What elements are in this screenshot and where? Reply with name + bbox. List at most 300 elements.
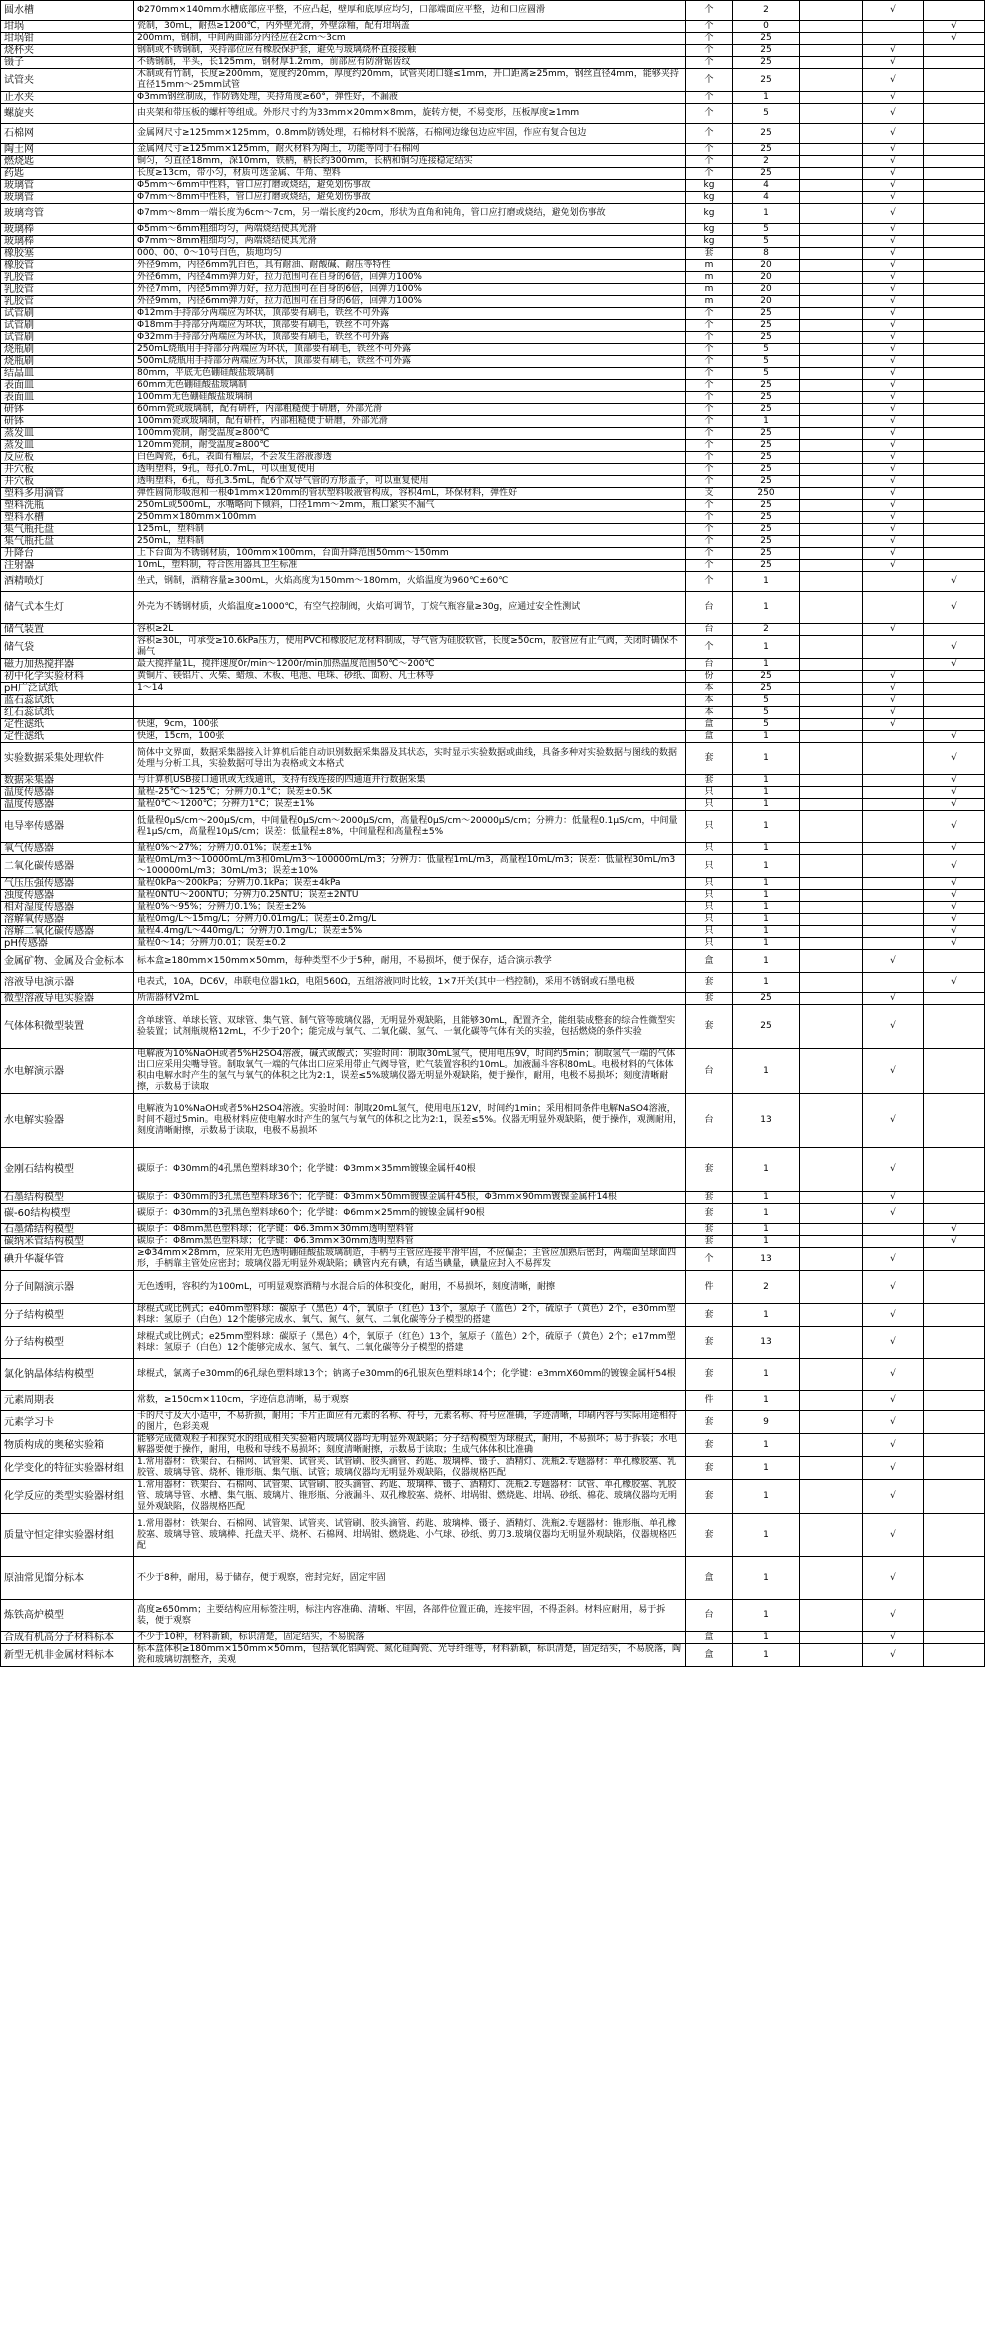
check-a: √ [863,1304,924,1327]
table-row [1,168,985,180]
item-qty: 1 [733,1391,800,1411]
item-name: 镊子 [1,57,134,69]
item-name: 石墨结构模型 [1,1192,134,1204]
item-name: 注射器 [1,560,134,572]
blank-cell [800,272,863,284]
check-a: √ [863,380,924,392]
check-a: √ [863,392,924,404]
item-name: 质量守恒定律实验器材组 [1,1514,134,1557]
table-row [1,683,985,695]
blank-cell [800,799,863,811]
item-unit: 个 [686,92,733,104]
item-unit: 个 [686,332,733,344]
item-unit: 只 [686,843,733,855]
blank-cell [800,368,863,380]
item-spec: 碳原子：Φ30mm的3孔黑色塑料球36个；化学键：Φ3mm×50mm镀镍金属杆45根，Φ3mm×90mm镀镍金属杆14根 [134,1192,686,1204]
table-row [1,500,985,512]
check-b: √ [924,926,985,938]
item-name: pH广泛试纸 [1,683,134,695]
table-row [1,440,985,452]
check-a: √ [863,124,924,144]
item-name: 碳-60结构模型 [1,1204,134,1224]
item-name: 烧瓶刷 [1,344,134,356]
item-unit: 个 [686,404,733,416]
check-b [924,272,985,284]
check-a: √ [863,1271,924,1304]
item-spec: 碳原子：Φ30mm的4孔黑色塑料球30个；化学键：Φ3mm×35mm镀镍金属杆40根 [134,1148,686,1192]
table-row [1,624,985,636]
check-b [924,156,985,168]
check-b: √ [924,33,985,45]
check-a: √ [863,536,924,548]
item-unit: 个 [686,524,733,536]
item-name: 水电解实验器 [1,1094,134,1148]
blank-cell [800,33,863,45]
item-spec: 容积≥2L [134,624,686,636]
item-unit: 只 [686,787,733,799]
item-unit: 套 [686,1434,733,1457]
item-name: 相对湿度传感器 [1,902,134,914]
table-row [1,320,985,332]
blank-cell [800,260,863,272]
table-row [1,695,985,707]
table-row [1,1359,985,1391]
check-a: √ [863,236,924,248]
item-qty: 1 [733,204,800,224]
table-row [1,855,985,878]
item-qty: 5 [733,719,800,731]
item-unit: 盒 [686,719,733,731]
table-row [1,843,985,855]
item-name: 表面皿 [1,380,134,392]
item-name: 气体体积微型装置 [1,1005,134,1049]
check-b: √ [924,775,985,787]
item-spec: 快速，9cm，100张 [134,719,686,731]
blank-cell [800,993,863,1005]
table-row [1,1644,985,1667]
check-b [924,1644,985,1667]
table-row [1,156,985,168]
item-unit: 台 [686,624,733,636]
item-name: 氯化钠晶体结构模型 [1,1359,134,1391]
item-qty: 25 [733,500,800,512]
item-name: 储气袋 [1,636,134,659]
check-b [924,671,985,683]
item-name: pH传感器 [1,938,134,950]
item-name: 炼铁高炉模型 [1,1600,134,1632]
item-unit: 只 [686,938,733,950]
item-spec: 量程0～14；分辨力0.01；误差±0.2 [134,938,686,950]
item-unit: m [686,260,733,272]
check-a: √ [863,695,924,707]
item-qty: 25 [733,512,800,524]
item-name: 烧瓶刷 [1,356,134,368]
item-qty: 1 [733,787,800,799]
item-qty: 25 [733,392,800,404]
check-b: √ [924,572,985,592]
blank-cell [800,404,863,416]
check-b [924,1148,985,1192]
item-spec: 250mL，塑料制 [134,536,686,548]
blank-cell [800,180,863,192]
item-spec: 外径9mm，内径6mm弹力好，拉力范围可在自身的6倍，回弹力100% [134,296,686,308]
item-unit: 个 [686,69,733,92]
item-name: 温度传感器 [1,787,134,799]
item-spec: 250mL或500mL，水嘴略向下倾斜，口径1mm～2mm，瓶口紧实不漏气 [134,500,686,512]
item-unit: 套 [686,1204,733,1224]
blank-cell [800,192,863,204]
item-qty: 0 [733,21,800,33]
item-name: 金刚石结构模型 [1,1148,134,1192]
check-b [924,260,985,272]
check-a: √ [863,404,924,416]
item-spec: 80mm，平底无色硼硅酸盐玻璃制 [134,368,686,380]
check-b [924,45,985,57]
item-unit: 台 [686,1094,733,1148]
check-b [924,1304,985,1327]
item-name: 玻璃棒 [1,236,134,248]
item-qty: 25 [733,560,800,572]
check-b [924,695,985,707]
item-name: 集气瓶托盘 [1,536,134,548]
table-row [1,33,985,45]
check-b [924,368,985,380]
check-a [863,787,924,799]
check-b [924,416,985,428]
item-unit: m [686,272,733,284]
item-spec: 碳原子：Φ8mm黑色塑料球；化学键：Φ6.3mm×30mm透明塑料管 [134,1224,686,1236]
blank-cell [800,695,863,707]
item-qty: 8 [733,248,800,260]
table-row [1,356,985,368]
item-qty: 5 [733,707,800,719]
item-spec: 高度≥650mm；主要结构应用标签注明，标注内容准确、清晰、牢固，各部件位置正确，连接牢固，不得歪斜。材料应耐用，易于拆装，便于观察 [134,1600,686,1632]
check-b [924,1557,985,1600]
table-row [1,811,985,843]
item-name: 蓝石蕊试纸 [1,695,134,707]
table-row [1,536,985,548]
check-a [863,811,924,843]
item-spec: 500mL烧瓶用手持部分两端应为环状，顶部要有刷毛，铁丝不可外露 [134,356,686,368]
table-row [1,592,985,624]
table-row [1,799,985,811]
item-name: 塑料洗瓶 [1,500,134,512]
check-a [863,878,924,890]
check-a: √ [863,950,924,973]
item-name: 研钵 [1,416,134,428]
blank-cell [800,57,863,69]
check-b [924,1005,985,1049]
item-unit: 个 [686,548,733,560]
item-qty: 1 [733,636,800,659]
blank-cell [800,572,863,592]
check-b [924,168,985,180]
blank-cell [800,452,863,464]
table-row [1,204,985,224]
check-a: √ [863,156,924,168]
check-b [924,92,985,104]
table-row [1,1224,985,1236]
table-row [1,1271,985,1304]
blank-cell [800,592,863,624]
blank-cell [800,440,863,452]
blank-cell [800,1434,863,1457]
item-qty: 5 [733,356,800,368]
item-unit: kg [686,224,733,236]
item-spec: 碳原子：Φ30mm的3孔黑色塑料球60个；化学键：Φ6mm×25mm的镀镍金属杆90根 [134,1204,686,1224]
item-spec: 常数，≥150cm×110cm，字迹信息清晰，易于观察 [134,1391,686,1411]
table-row [1,104,985,124]
table-row [1,993,985,1005]
check-b [924,1600,985,1632]
item-unit: m [686,296,733,308]
table-row [1,428,985,440]
blank-cell [800,624,863,636]
check-b: √ [924,914,985,926]
check-a: √ [863,368,924,380]
item-qty: 1 [733,572,800,592]
item-spec: 能够完成微观粒子和探究水的组成相关实验箱内玻璃仪器均无明显外观缺陷；分子结构模型为球棍式，耐用，不易损坏；易于拆装；水电解器要便于操作，耐用，电极和导线不易损坏；刻度清晰耐擦，示数易于读取；生成气体体积比准确 [134,1434,686,1457]
item-unit: 个 [686,104,733,124]
check-a: √ [863,1049,924,1094]
check-b [924,1434,985,1457]
check-a [863,572,924,592]
check-b [924,180,985,192]
check-a [863,843,924,855]
check-b: √ [924,1236,985,1248]
item-qty: 1 [733,659,800,671]
check-a: √ [863,1005,924,1049]
blank-cell [800,236,863,248]
table-row [1,1304,985,1327]
item-unit: 个 [686,308,733,320]
item-name: 坩埚 [1,21,134,33]
item-name: 溶解氧传感器 [1,914,134,926]
blank-cell [800,1049,863,1094]
blank-cell [800,1480,863,1514]
item-name: 气压压强传感器 [1,878,134,890]
item-spec: 黄铜片、镁铝片、火柴、蜡烛、木板、电池、电珠、砂纸、面粉、凡士林等 [134,671,686,683]
check-a: √ [863,92,924,104]
item-spec: 上下台面为不锈钢材质，100mm×100mm，台面升降范围50mm～150mm [134,548,686,560]
check-a: √ [863,416,924,428]
item-qty: 2 [733,1,800,21]
check-a [863,1236,924,1248]
item-spec: 1.常用器材：铁架台、石棉网、试管架、试管刷、胶头滴管、药匙、玻璃棒、镊子、酒精灯、洗瓶2.专题器材：试管、单孔橡胶塞、乳胶管、玻璃导管、水槽、集气瓶、玻璃片、锥形瓶、分液漏斗、双孔橡胶塞、烧杯、坩埚钳、燃烧匙、坩埚、砂纸、棉花、玻璃仪器均无明显外观缺陷，仪器规格匹配 [134,1480,686,1514]
check-b [924,452,985,464]
blank-cell [800,1644,863,1667]
blank-cell [800,548,863,560]
item-name: 玻璃弯管 [1,204,134,224]
item-qty: 1 [733,1192,800,1204]
blank-cell [800,144,863,156]
item-name: 燃烧匙 [1,156,134,168]
item-spec: 250mm×180mm×100mm [134,512,686,524]
check-b [924,284,985,296]
table-row [1,1457,985,1480]
check-b [924,548,985,560]
item-name: 陶土网 [1,144,134,156]
item-unit: 套 [686,1327,733,1359]
item-qty: 20 [733,260,800,272]
item-name: 化学反应的类型实验器材组 [1,1480,134,1514]
item-qty: 1 [733,799,800,811]
item-name: 井穴板 [1,464,134,476]
item-spec [134,695,686,707]
check-a [863,731,924,743]
check-b [924,392,985,404]
item-name: 碘升华凝华管 [1,1248,134,1271]
check-b [924,1271,985,1304]
item-name: 圆水槽 [1,1,134,21]
table-row [1,1514,985,1557]
item-qty: 1 [733,902,800,914]
item-qty: 1 [733,926,800,938]
check-a [863,33,924,45]
check-b [924,1411,985,1434]
blank-cell [800,1304,863,1327]
item-spec: 球棍式或比例式；e40mm塑料球：碳原子（黑色）4个，氧原子（红色）13个，氢原子（蓝色）2个，硫原子（黄色）2个，e30mm塑料球：氢原子（白色）12个能够完成水、氧气、氮气、氨气、二氧化碳等分子模型的搭建 [134,1304,686,1327]
item-unit: 个 [686,33,733,45]
check-a: √ [863,1514,924,1557]
blank-cell [800,1224,863,1236]
item-qty: 1 [733,1480,800,1514]
blank-cell [800,636,863,659]
blank-cell [800,855,863,878]
item-qty: 1 [733,843,800,855]
item-name: 表面皿 [1,392,134,404]
check-a: √ [863,1192,924,1204]
item-spec: 125mL，塑料制 [134,524,686,536]
item-qty: 20 [733,284,800,296]
item-unit: 个 [686,392,733,404]
item-unit: 个 [686,476,733,488]
item-spec: 标本盒体积≥180mm×150mm×50mm，包括氧化铝陶瓷、氮化硅陶瓷、光导纤维等，材料新颖，标识清楚，固定结实，不易脱落，陶瓷和玻璃切割整齐，美观 [134,1644,686,1667]
item-unit: 只 [686,926,733,938]
item-name: 研钵 [1,404,134,416]
blank-cell [800,104,863,124]
item-name: 玻璃管 [1,180,134,192]
item-qty: 5 [733,224,800,236]
table-row [1,452,985,464]
item-name: 止水夹 [1,92,134,104]
item-unit: 只 [686,878,733,890]
item-qty: 5 [733,695,800,707]
item-spec: 金属网尺寸≥125mm×125mm，0.8mm防锈处理，石棉材料不脱落，石棉网边缘包边应牢固，作应有复合包边 [134,124,686,144]
check-b [924,500,985,512]
check-b [924,719,985,731]
table-row [1,1094,985,1148]
item-spec: 外径7mm，内径5mm弹力好，拉力范围可在自身的6倍，回弹力100% [134,284,686,296]
check-a [863,902,924,914]
check-a: √ [863,1480,924,1514]
check-a: √ [863,1411,924,1434]
table-row [1,1557,985,1600]
check-b [924,1204,985,1224]
item-unit: 只 [686,914,733,926]
check-a: √ [863,500,924,512]
blank-cell [800,1411,863,1434]
item-name: 乳胶管 [1,272,134,284]
item-qty: 25 [733,320,800,332]
item-name: 橡胶塞 [1,248,134,260]
item-name: 储气式本生灯 [1,592,134,624]
item-qty: 25 [733,168,800,180]
blank-cell [800,524,863,536]
item-qty: 25 [733,332,800,344]
check-b [924,950,985,973]
check-b [924,1359,985,1391]
blank-cell [800,1359,863,1391]
item-name: 升降台 [1,548,134,560]
check-a [863,926,924,938]
item-spec: 长度≥13cm，带小匀，材质可选金属、牛角、塑料 [134,168,686,180]
item-unit: 盒 [686,1644,733,1667]
item-spec: ≥Φ34mm×28mm，应采用无色透明硼硅酸盐玻璃制造，手柄与主管应连接平滑牢固，不应偏歪；主管应加熟后密封，两端面呈球面四形，手柄靠主管处应密封；玻璃仪器无明显外观缺陷；碘管内充有碘，有适当碘量，碘量应封入不易挥发 [134,1248,686,1271]
table-row [1,416,985,428]
check-b [924,428,985,440]
item-name: 分子间隔演示器 [1,1271,134,1304]
check-b [924,524,985,536]
item-spec: Φ7mm～8mm一端长度为6cm～7cm，另一端长度约20cm，形状为直角和钝角，管口应打磨或烧结，避免划伤事故 [134,204,686,224]
check-a: √ [863,476,924,488]
check-b: √ [924,731,985,743]
item-spec: 量程4.4mg/L～440mg/L；分辨力0.1mg/L；误差±5% [134,926,686,938]
item-qty: 25 [733,536,800,548]
item-spec: 球棍式，氯离子e30mm的6孔绿色塑料球13个；钠离子e30mm的6孔银灰色塑料球14个；化学键：e3mmX60mm的镀镍金属杆54根 [134,1359,686,1391]
item-spec: 卡的尺寸及大小适中，不易折损，耐用；卡片正面应有元素的名称、符号，元素名称、符号应准确，字迹清晰，印刷内容与实际用途相符的图片，色彩美观 [134,1411,686,1434]
blank-cell [800,1248,863,1271]
table-row [1,124,985,144]
item-qty: 25 [733,1005,800,1049]
table-row [1,144,985,156]
item-qty: 4 [733,192,800,204]
item-name: 试管刷 [1,308,134,320]
item-spec: 与计算机USB接口通讯或无线通讯，支持有线连接的四通道并行数据采集 [134,775,686,787]
item-unit: 个 [686,156,733,168]
item-name: 微型溶液导电实验器 [1,993,134,1005]
item-spec: 坐式，钢制，酒精容量≥300mL，火焰高度为150mm～180mm，火焰温度为960℃±60℃ [134,572,686,592]
item-unit: 套 [686,1480,733,1514]
table-row [1,488,985,500]
check-b [924,1632,985,1644]
check-b: √ [924,787,985,799]
blank-cell [800,124,863,144]
blank-cell [800,92,863,104]
check-b [924,224,985,236]
item-spec: 60mm瓷或玻璃制，配有研杵，内部粗糙便于研磨，外部光滑 [134,404,686,416]
blank-cell [800,707,863,719]
check-b: √ [924,799,985,811]
item-unit: 套 [686,775,733,787]
item-qty: 1 [733,878,800,890]
item-unit: 个 [686,21,733,33]
check-b: √ [924,1224,985,1236]
item-name: 玻璃管 [1,192,134,204]
table-row [1,404,985,416]
check-b [924,440,985,452]
item-unit: kg [686,204,733,224]
blank-cell [800,248,863,260]
check-b [924,57,985,69]
blank-cell [800,719,863,731]
check-a: √ [863,1557,924,1600]
item-unit: 个 [686,636,733,659]
item-spec: 200mm，钢制，中间两曲部分内径应在2cm～3cm [134,33,686,45]
item-spec: 瓷制，30mL，耐热≥1200℃，内外壁光滑，外壁涂釉，配有坩埚盖 [134,21,686,33]
check-a: √ [863,440,924,452]
blank-cell [800,356,863,368]
